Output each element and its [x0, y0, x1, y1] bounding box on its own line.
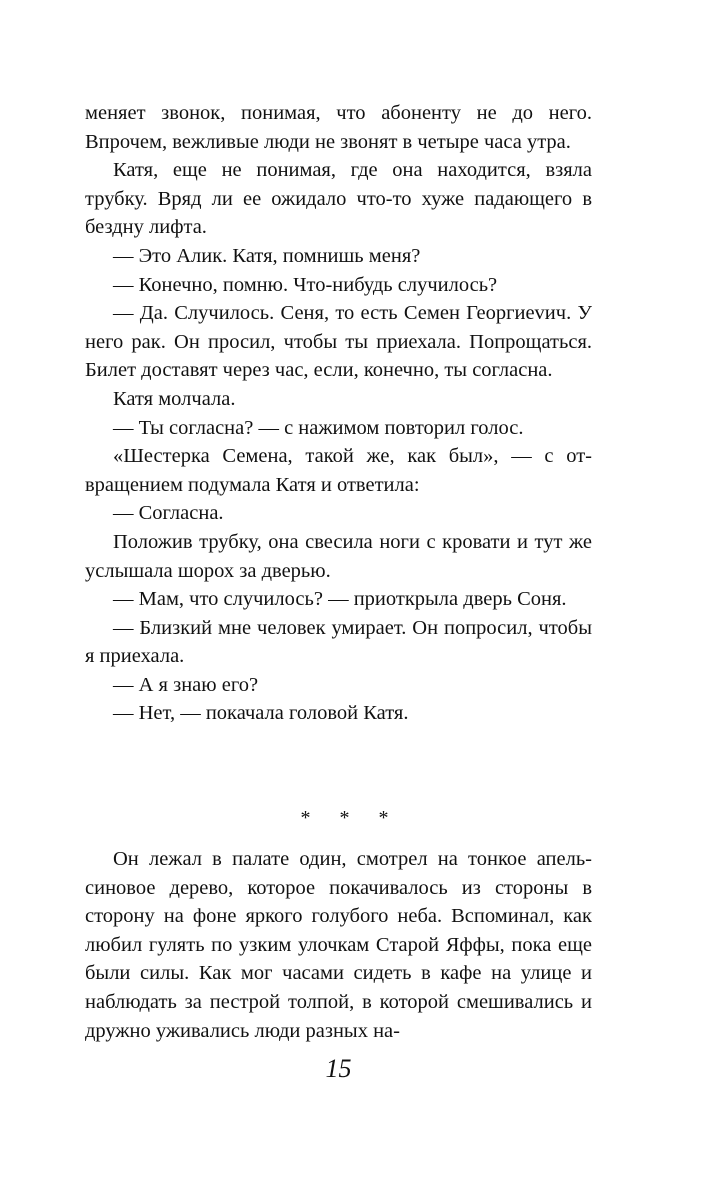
dialogue-line: — Мам, что случилось? — приоткрыла дверь Соня.	[113, 588, 567, 611]
dialogue-line: — Ты согласна? — с нажимом повторил голос.	[113, 416, 524, 439]
paragraph: «Шестерка Семена, такой же, как был», — с отвращением подумала Катя и ответила:	[85, 445, 592, 496]
dialogue-line: — Нет, — покачала головой Катя.	[113, 702, 409, 725]
paragraph: Катя молчала.	[113, 387, 236, 410]
text-section-2	[85, 845, 592, 1045]
dialogue-line: — Близкий мне человек умирает. Он попросил, чтобы я приехала.	[85, 616, 592, 668]
paragraph: Положив трубку, она свесила ноги с кровати и тут же услышала шорох за дверью.	[85, 530, 592, 582]
paragraph: Он лежал в палате один, смотрел на тонкое апельсиновое дерево, которое покачивалось из стороны в сторону на фоне яркого голубого неба. Вспоминал, как любил гулять по узким улочкам Старой Яффы, пока еще были силы. Как мог часами сидеть в кафе на улице и наблюдать за пестрой толпой, в которой смешивались и дружно уживались люди разных на-	[85, 848, 592, 1042]
dialogue-line: — Да. Случилось. Сеня, то есть Семен Георгиеvич. У него рак. Он просил, чтобы ты приехала. Попрощаться. Билет доставят через час, если, конечно, ты согласна.	[85, 302, 592, 382]
section-separator: * * *	[300, 807, 401, 829]
paragraph: меняет звонок, понимая, что абоненту не до него. Впрочем, вежливые люди не звонят в четыре часа утра.	[85, 102, 592, 153]
text-section-1	[85, 99, 592, 728]
dialogue-line: — Конечно, помню. Что-нибудь случилось?	[113, 273, 498, 296]
page-number: 15	[325, 1054, 352, 1083]
dialogue-line: — Согласна.	[113, 502, 224, 525]
dialogue-line: — Это Алик. Катя, помнишь меня?	[113, 244, 421, 267]
paragraph: Катя, еще не понимая, где она находится, взяла трубку. Вряд ли ее ожидало что-то хуже падающего в бездну лифта.	[85, 159, 592, 239]
dialogue-line: — А я знаю его?	[113, 673, 259, 696]
